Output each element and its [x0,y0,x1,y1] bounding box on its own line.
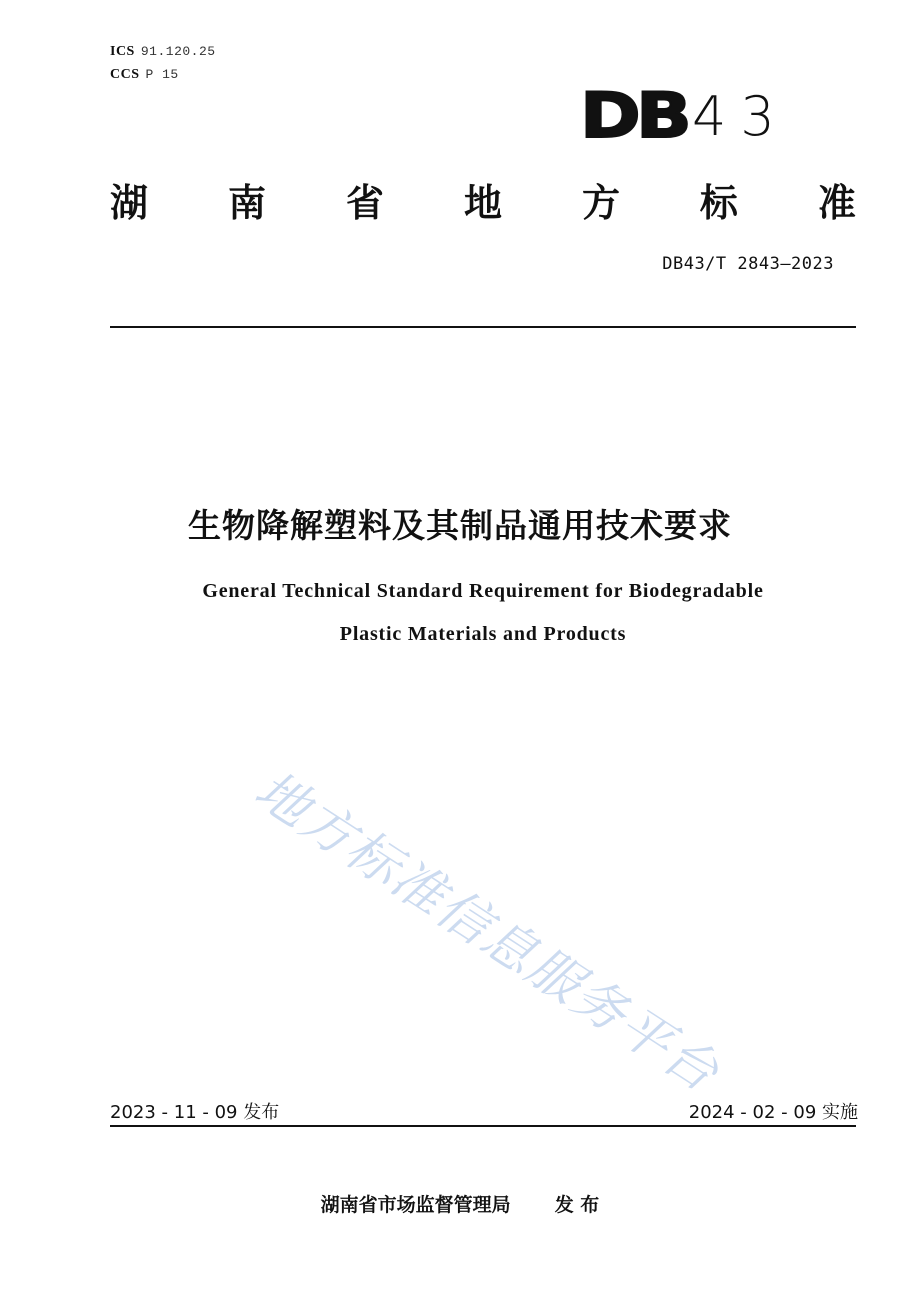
db-logo [580,79,789,152]
title-char: 南 [227,181,266,225]
ccs-value: P 15 [145,67,179,82]
document-title-en-line2: Plastic Materials and Products [339,623,627,645]
title-char: 标 [699,181,738,225]
top-divider [110,326,856,328]
ics-value: 91.120.25 [140,44,216,59]
implementation-date: 2024 - 02 - 09 实施 [688,1102,858,1123]
db-mark: DB [580,79,688,152]
issue-date: 2023 - 11 - 09 发布 [110,1102,280,1123]
title-char: 湖 [110,181,149,225]
document-title-cn: 生物降解塑料及其制品通用技术要求 [188,506,732,545]
ics-line [110,44,216,60]
ccs-line [110,67,179,83]
title-char: 准 [817,181,856,225]
issuer-name: 湖南省市场监督管理局 [320,1194,511,1216]
standard-category-title [110,172,856,227]
document-title-en-line1: General Technical Standard Requirement for Biodegradable [202,580,764,602]
standard-number: DB43/T 2843—2023 [662,254,834,274]
ccs-label: CCS [110,67,140,82]
issuer-line [0,1190,920,1217]
issuer-action: 发 布 [554,1194,600,1216]
title-char: 省 [345,181,384,225]
watermark: 地方标准信息服务平台 [244,759,730,1105]
ics-label: ICS [110,44,135,59]
title-char: 方 [581,181,620,225]
db-province-code: 43 [692,84,789,148]
title-char: 地 [463,181,502,225]
bottom-divider [110,1125,856,1127]
